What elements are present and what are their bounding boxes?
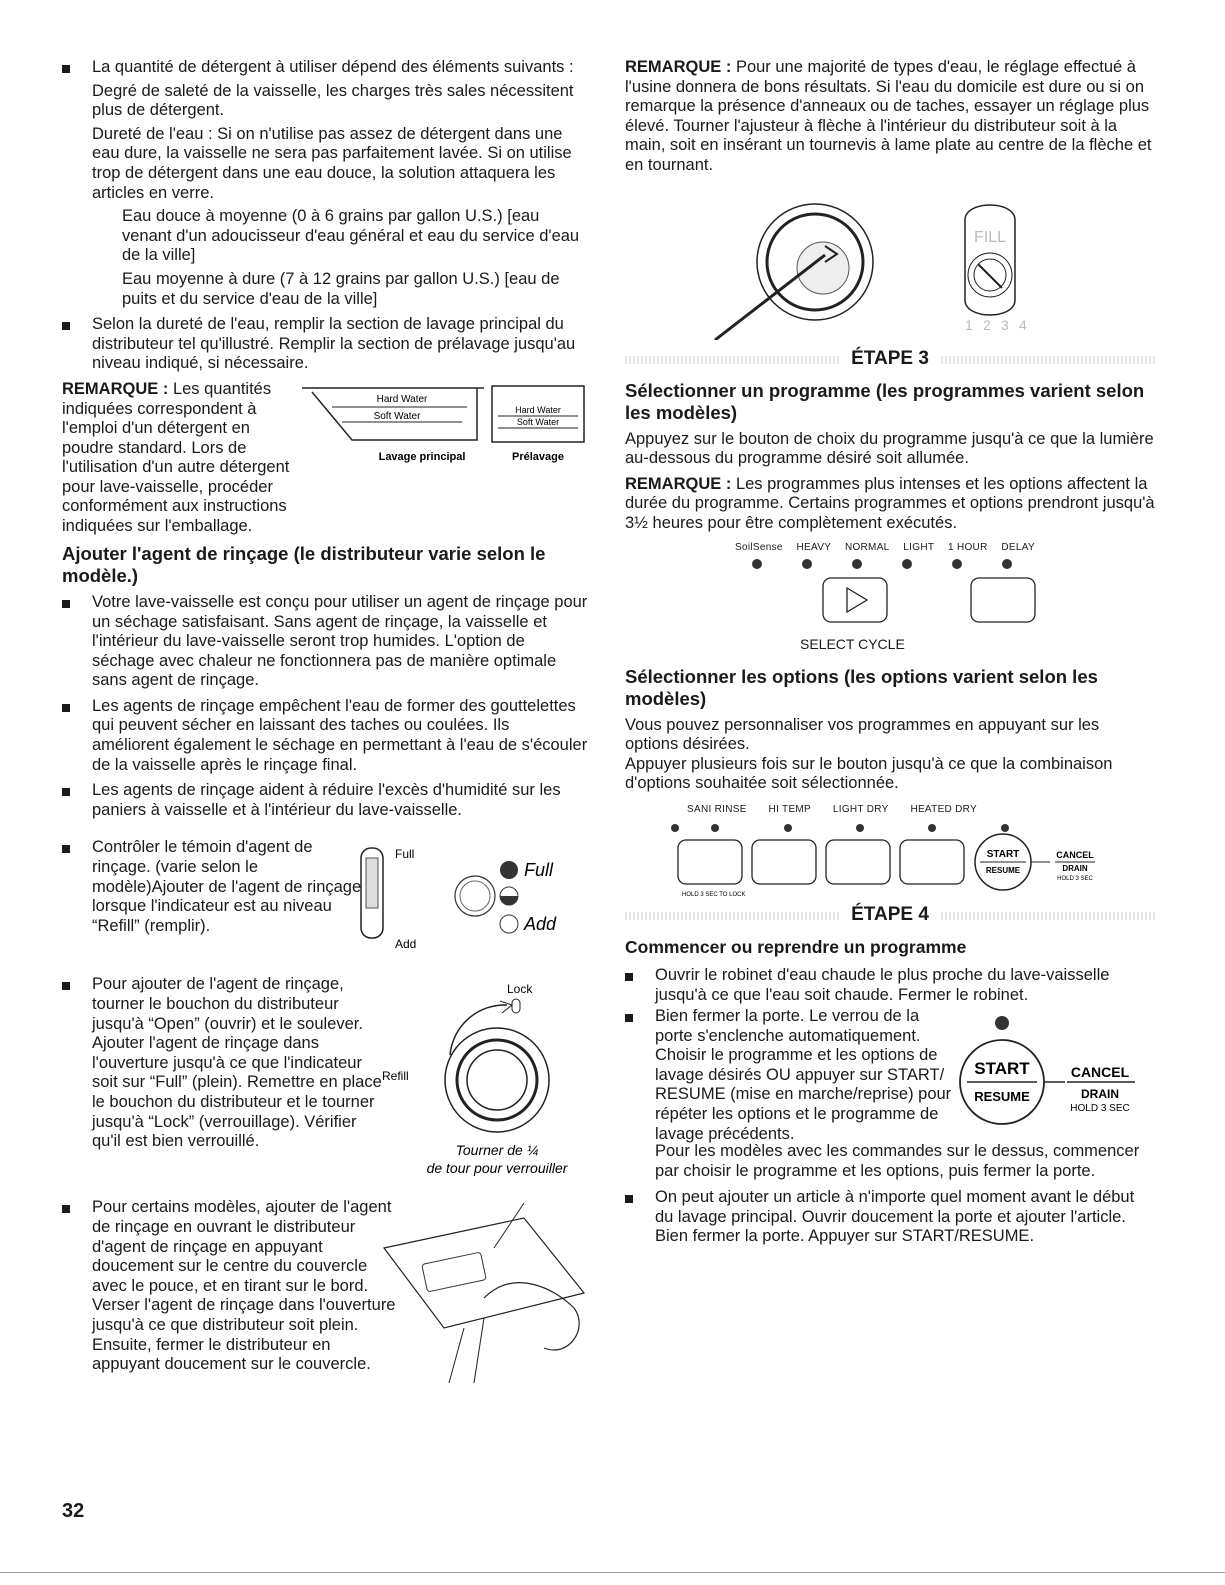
start-program-heading: Commencer ou reprendre un programme	[625, 936, 967, 957]
soft-water-text: Eau douce à moyenne (0 à 6 grains par gallon U.S.) [eau venant d'un adoucisseur d'eau général et eau du service d'eau de la ville]	[122, 207, 580, 265]
select-options-text-2: Appuyer plusieurs fois sur le bouton jusqu'à ce que la combinaison d'options souhaitée soit sélectionnée.	[625, 754, 1113, 793]
hi-temp-button[interactable]	[752, 840, 816, 884]
cycle-light-1-hour	[952, 559, 962, 569]
soft-water-label: Soft Water	[373, 410, 421, 422]
setting-3: 3	[1001, 316, 1009, 333]
step-4-label: ÉTAPE 4	[841, 904, 939, 925]
option-sani-rinse: SANI RINSE	[687, 803, 747, 815]
step-3-banner	[625, 344, 1155, 374]
add-italic-label: Add	[524, 914, 557, 935]
top-controls-text: Pour les modèles avec les commandes sur le dessus, commencer par choisir le programme et les options, puis fermer la porte.	[655, 1142, 1140, 1180]
option-light-heated-dry	[928, 824, 936, 832]
hold-3-sec-small: HOLD 3 SEC	[1057, 875, 1093, 882]
start-label: START	[974, 1059, 1030, 1079]
option-light-light-dry	[856, 824, 864, 832]
cycle-light-light	[902, 559, 912, 569]
option-light-sani-rinse	[711, 824, 719, 832]
step-4-banner	[625, 900, 1155, 930]
page-number: 32	[62, 1500, 85, 1522]
start-bullet-1: Ouvrir le robinet d'eau chaude le plus proche du lave-vaisselle jusqu'à ce que l'eau soit chaude. Fermer le robinet.	[625, 966, 1155, 1005]
option-hi-temp: HI TEMP	[768, 803, 812, 815]
cap-caption-line1: Tourner de ¼	[455, 1142, 539, 1159]
rinse-aid-bullet-4: Contrôler le témoin d'agent de rinçage. (varie selon le modèle)Ajouter de l'agent de rinçage lorsque l'indicateur est au niveau “Refill” (remplir).	[62, 838, 362, 936]
cycle-heavy: HEAVY	[796, 541, 832, 553]
left-column	[62, 58, 590, 1398]
start-resume-figure	[945, 1007, 1145, 1137]
cap-caption-line2: de tour pour verrouiller	[426, 1160, 568, 1177]
rinse-aid-bullet-2: Les agents de rinçage empêchent l'eau de former des gouttelettes qui peuvent sécher en laissant des taches ou coulées. Ils améliorent également le séchage en permettant à l'eau de s'écouler de la vaisselle après le rinçage final.	[62, 697, 590, 775]
fill-label: FILL	[973, 228, 1007, 246]
light-dry-button[interactable]	[826, 840, 890, 884]
select-cycle-button[interactable]	[823, 578, 887, 622]
detergent-dispenser-figure	[302, 380, 592, 475]
rinse-aid-bullet-1: Votre lave-vaisselle est conçu pour utiliser un agent de rinçage pour un séchage satisfaisant. Sans agent de rinçage, la vaisselle et l'intérieur du lave-vaisselle seront trop humides. L'option de séchage avec chaleur ne fonctionnera pas de manière optimale sans agent de rinçage.	[62, 593, 590, 691]
drain-label: DRAIN	[1081, 1087, 1119, 1102]
cycle-labels	[735, 542, 1035, 553]
prewash-hard-water-label: Hard Water	[515, 404, 561, 415]
cycle-normal: NORMAL	[844, 541, 890, 553]
indicator-full-label: Full	[395, 847, 415, 862]
option-labels	[687, 804, 977, 815]
sani-rinse-button[interactable]	[678, 840, 742, 884]
dispenser-cap-figure	[372, 975, 592, 1190]
rinse-aid-bullet-3: Les agents de rinçage aident à réduire l'excès d'humidité sur les paniers à vaisselle et à l'intérieur du lave-vaisselle.	[62, 781, 590, 820]
cycle-soilsense: SoilSense	[735, 541, 783, 553]
heated-dry-button[interactable]	[900, 840, 964, 884]
full-italic-label: Full	[524, 860, 554, 881]
rinse-indicator-figure	[357, 838, 587, 953]
cycle-panel	[625, 542, 1155, 662]
select-options-text-1: Vous pouvez personnaliser vos programmes en appuyant sur les options désirées.	[625, 715, 1100, 754]
cancel-label-small: CANCEL	[1056, 849, 1094, 860]
start-bullet-2: Bien fermer la porte. Le verrou de la porte s'enclenche automatiquement. Choisir le programme et les options de lavage désirés OU appuyer sur START/ RESUME (mise en marche/reprise) pour répéter les options et le programme de lavage précédents.	[625, 1007, 955, 1144]
cycle-1-hour: 1 HOUR	[948, 541, 988, 553]
cycle-controls	[735, 556, 1045, 626]
rinse-cap-block	[62, 975, 590, 1190]
cycle-light-delay	[1002, 559, 1012, 569]
prewash-label: Prélavage	[512, 450, 564, 463]
remark-label: REMARQUE :	[62, 379, 169, 398]
step-3-label: ÉTAPE 3	[841, 348, 939, 369]
rinse-aid-heading: Ajouter l'agent de rinçage (le distributeur varie selon le modèle.)	[62, 542, 546, 586]
remark2-label: REMARQUE :	[625, 474, 732, 493]
start-bullet-3: On peut ajouter un article à n'importe quel moment avant le début du lavage principal. Ouvrir doucement la porte et ajouter l'article. Bien fermer la porte. Appuyer sur START/RESUME.	[625, 1188, 1155, 1247]
setting-2: 2	[983, 316, 991, 333]
play-icon	[847, 588, 867, 612]
cycle-light: LIGHT	[903, 541, 935, 553]
main-wash-label: Lavage principal	[378, 450, 466, 463]
remark-duration-text	[625, 475, 1155, 534]
cycle-light-normal	[852, 559, 862, 569]
resume-label-small: RESUME	[985, 865, 1021, 875]
indicator-add-label: Add	[395, 937, 417, 952]
rinse-adjuster-figure	[695, 190, 1095, 340]
water-hardness-text: Dureté de l'eau : Si on n'utilise pas assez de détergent dans une eau dure, la vaisselle ne sera pas parfaitement lavée. Si on utilise trop de détergent dans une eau douce, la solution attaquera les articles en verre.	[92, 124, 572, 202]
detergent-amount-bullet: La quantité de détergent à utiliser dépend des éléments suivants :	[62, 58, 590, 78]
cycle-light-heavy	[802, 559, 812, 569]
options-panel	[625, 804, 1155, 914]
setting-1: 1	[965, 316, 973, 333]
delay-button[interactable]	[971, 578, 1035, 622]
option-controls	[670, 818, 1110, 898]
rinse-aid-bullet-6: Pour certains modèles, ajouter de l'agent de rinçage en ouvrant le distributeur d'agent de rinçage en appuyant doucement sur le centre du couvercle avec le pouce, et en tirant sur le bord. Verser l'agent de rinçage dans l'ouverture jusqu'à ce que distributeur soit plein. Ensuite, fermer le distributeur en appuyant doucement sur le couvercle.	[62, 1198, 397, 1374]
start-indicator-light	[995, 1016, 1009, 1030]
option-light-hi-temp	[784, 824, 792, 832]
rinse-indicator-block	[62, 838, 590, 953]
select-program-heading: Sélectionner un programme (les programmes varient selon les modèles)	[625, 379, 1145, 423]
remark-detergent-block	[62, 380, 590, 535]
setting-4: 4	[1019, 316, 1027, 333]
fill-dispenser-bullet: Selon la dureté de l'eau, remplir la section de lavage principal du distributeur tel qu'illustré. Remplir la section de prélavage jusqu'au niveau indiqué, si nécessaire.	[62, 315, 590, 374]
prewash-soft-water-label: Soft Water	[516, 416, 560, 427]
select-options-heading: Sélectionner les options (les options varient selon les modèles)	[625, 665, 1098, 709]
cancel-label: CANCEL	[1070, 1064, 1130, 1081]
remark2-body: Les programmes plus intenses et les options affectent la durée du programme. Certains programmes et options prendront jusqu'à 3½ heures pour être complètement exécutés.	[625, 474, 1155, 532]
soil-level-text: Degré de saleté de la vaisselle, les charges très sales nécessitent plus de détergent.	[92, 81, 574, 120]
hold-3-sec-label: HOLD 3 SEC	[1070, 1103, 1130, 1115]
medium-water-text: Eau moyenne à dure (7 à 12 grains par gallon U.S.) [eau de puits et du service d'eau de la ville]	[122, 269, 560, 308]
remark-adjuster-text	[625, 58, 1155, 176]
remark-label-right: REMARQUE :	[625, 58, 732, 76]
drain-label-small: DRAIN	[1062, 863, 1088, 873]
remark-detergent-text	[62, 380, 292, 537]
remark-text: Les quantités indiquées correspondent à l'emploi d'un détergent en poudre standard. Lors de l'utilisation d'un autre détergent pour lave-vaisselle, procéder conformément aux instructions indiquées sur l'emballage.	[62, 379, 290, 536]
option-heated-dry: HEATED DRY	[910, 803, 977, 815]
dispenser-lid-figure	[374, 1198, 589, 1388]
select-program-text: Appuyez sur le bouton de choix du programme jusqu'à ce que la lumière au-dessous du programme désiré soit allumée.	[625, 429, 1154, 468]
start-label-small: START	[986, 848, 1020, 860]
remark-adjuster-body: Pour une majorité de types d'eau, le réglage effectué à l'usine donnera de bons résultats. Si l'eau du domicile est dure ou si on remarque la présence d'anneaux ou de taches, essayer un réglage plus élevé. Tourner l'ajusteur à flèche à l'intérieur du distributeur soit à la main, soit en insérant un tournevis à lame plate au centre de la flèche et en tournant.	[625, 58, 1152, 174]
option-light-dry: LIGHT DRY	[832, 803, 889, 815]
rinse-aid-bullet-5: Pour ajouter de l'agent de rinçage, tourner le bouchon du distributeur jusqu'à “Open” (ouvrir) et le soulever. Ajouter l'agent de rinçage dans l'ouverture jusqu'à ce que l'indicateur soit sur “Full” (plein). Remettre en place le bouchon du distributeur et le tourner jusqu'à “Lock” (verrouillage). Vérifier qu'il est bien verrouillé.	[62, 975, 382, 1151]
cycle-delay: DELAY	[1001, 541, 1035, 553]
hard-water-label: Hard Water	[376, 393, 428, 405]
right-column	[625, 58, 1155, 1247]
cap-refill-label: Refill	[382, 1069, 409, 1084]
resume-label: RESUME	[974, 1089, 1030, 1105]
cycle-light-soilsense	[752, 559, 762, 569]
start-button-block	[625, 1007, 1155, 1182]
bottom-rule	[0, 1572, 1225, 1573]
cap-lock-label: Lock	[507, 982, 533, 997]
hold-to-lock-label: HOLD 3 SEC TO LOCK	[682, 891, 746, 898]
rinse-lid-block	[62, 1198, 590, 1398]
select-cycle-label: SELECT CYCLE	[800, 635, 905, 652]
